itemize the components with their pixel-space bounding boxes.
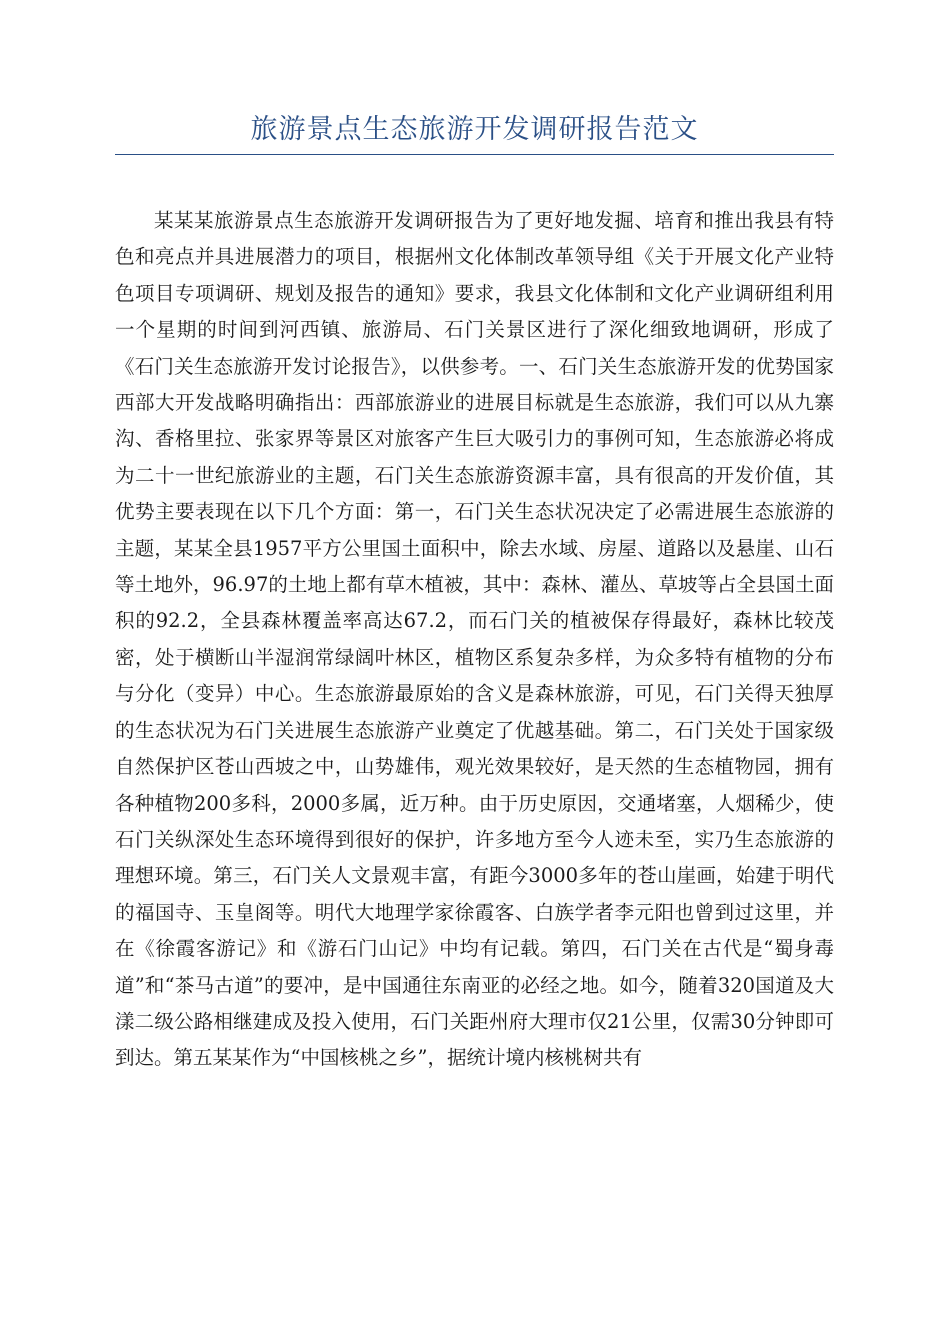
document-title: 旅游景点生态旅游开发调研报告范文	[250, 114, 699, 145]
title-underline	[115, 154, 834, 155]
body-paragraph: 某某某旅游景点生态旅游开发调研报告为了更好地发掘、培育和推出我县有特色和亮点并具进展潜力的项目，根据州文化体制改革领导组《关于开展文化产业特色项目专项调研、规划及报告的通知》要求，我县文化体制和文化产业调研组利用一个星期的时间到河西镇、旅游局、石门关景区进行了深化细致地调研，形成了《石门关生态旅游开发讨论报告》，以供参考。一、石门关生态旅游开发的优势国家西部大开发战略明确指出：西部旅游业的进展目标就是生态旅游，我们可以从九寨沟、香格里拉、张家界等景区对旅客产生巨大吸引力的事例可知，生态旅游必将成为二十一世纪旅游业的主题，石门关生态旅游资源丰富，具有很高的开发价值，其优势主要表现在以下几个方面：第一，石门关生态状况决定了必需进展生态旅游的主题，某某全县1957平方公里国土面积中，除去水域、房屋、道路以及悬崖、山石等土地外，96.97的土地上都有草木植被，其中：森林、灌丛、草坡等占全县国土面积的92.2，全县森林覆盖率高达67.2，而石门关的植被保存得最好，森林比较茂密，处于横断山半湿润常绿阔叶林区，植物区系复杂多样，为众多特有植物的分布与分化（变异）中心。生态旅游最原始的含义是森林旅游，可见，石门关得天独厚的生态状况为石门关进展生态旅游产业奠定了优越基础。第二，石门关处于国家级自然保护区苍山西坡之中，山势雄伟，观光效果较好，是天然的生态植物园，拥有各种植物200多科，2000多属，近万种。由于历史原因，交通堵塞，人烟稀少，使石门关纵深处生态环境得到很好的保护，许多地方至今人迹未至，实乃生态旅游的理想环境。第三，石门关人文景观丰富，有距今3000多年的苍山崖画，始建于明代的福国寺、玉皇阁等。明代大地理学家徐霞客、白族学者李元阳也曾到过这里，并在《徐霞客游记》和《游石门山记》中均有记载。第四，石门关在古代是“蜀身毒道”和“茶马古道”的要冲，是中国通往东南亚的必经之地。如今，随着320国道及大漾二级公路相继建成及投入使用，石门关距州府大理市仅21公里，仅需30分钟即可到达。第五某某作为“中国核桃之乡”，据统计境内核桃树共有	[115, 209, 834, 1070]
